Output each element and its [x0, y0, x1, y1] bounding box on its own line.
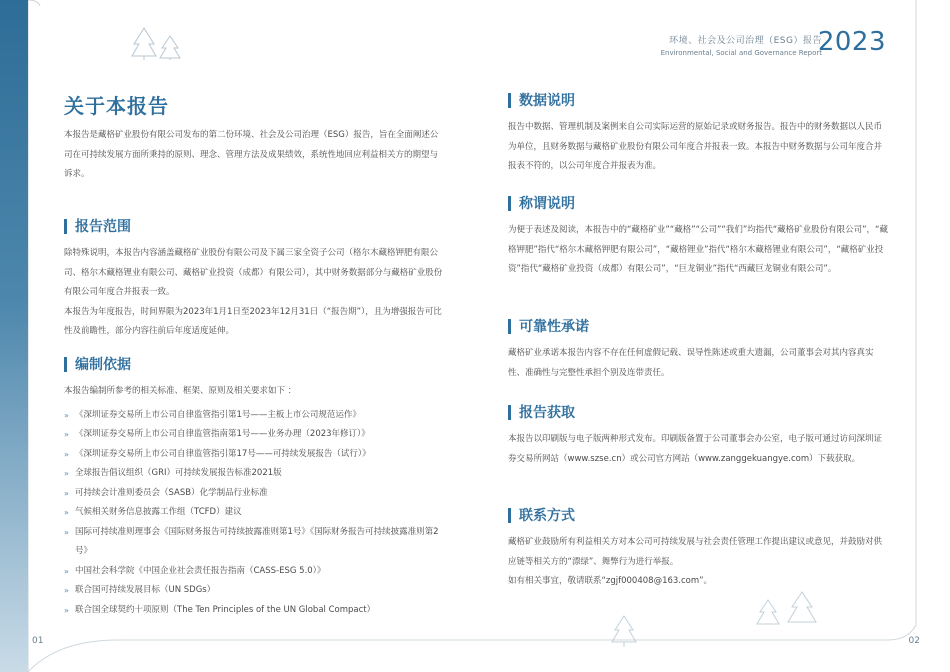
arrow-icon: » — [64, 488, 69, 498]
arrow-icon: » — [64, 449, 69, 459]
contact-section — [508, 505, 890, 592]
list-item: » 可持续会计准则委员会（SASB）化学制品行业标准 — [64, 484, 446, 504]
list-item: » 国际可持续准则理事会《国际财务报告可持续披露准则第1号》《国际财务报告可持续披露准则第2号》 — [64, 523, 446, 562]
standards-list — [64, 406, 446, 621]
reliability-section — [508, 316, 890, 383]
terms-section — [508, 193, 890, 280]
access-heading-text: 报告获取 — [519, 405, 575, 421]
arrow-icon: » — [64, 527, 69, 537]
tree-decoration-icon — [752, 590, 822, 634]
arrow-icon: » — [64, 605, 69, 615]
access-section — [508, 402, 890, 469]
report-header — [661, 33, 822, 57]
terms-heading — [508, 193, 890, 213]
data-paragraph: 报告中数据、管理机制及案例来自公司实际运营的原始记录或财务报告。报告中的财务数据以人民币为单位，且财务数据与藏格矿业股份有限公司年度合并报表一致。本报告中财务数据与公司年度合并报表不符的，以公司年度合并报表为准。 — [508, 122, 883, 171]
scope-heading-text: 报告范围 — [75, 219, 131, 235]
list-item: » 气候相关财务信息披露工作组（TCFD）建议 — [64, 503, 446, 523]
reliability-heading-text: 可靠性承诺 — [519, 319, 589, 335]
basis-section — [64, 354, 446, 620]
contact-paragraph-2: 如有相关事宜，敬请联系“zgjf000408@163.com”。 — [508, 576, 713, 586]
list-item: » 联合国可持续发展目标（UN SDGs） — [64, 581, 446, 601]
basis-heading-text: 编制依据 — [75, 357, 131, 373]
contact-heading-text: 联系方式 — [519, 508, 575, 524]
header-title-cn: 环境、社会及公司治理（ESG）报告 — [669, 36, 822, 46]
arrow-icon: » — [64, 508, 69, 517]
page-number-right: 02 — [908, 636, 920, 646]
tree-decoration-icon — [610, 614, 640, 648]
scope-paragraph-2: 本报告为年度报告，时间界限为2023年1月1日至2023年12月31日（“报告期”），且为增强报告可比性及前瞻性，部分内容往前后年度适度延伸。 — [64, 306, 442, 336]
list-item: » 《深圳证券交易所上市公司自律监管指南第1号——业务办理（2023年修订）》 — [64, 425, 446, 445]
contact-paragraph-1: 藏格矿业鼓励所有利益相关方对本公司可持续发展与社会责任管理工作提出建议或意见，并鼓励对供应链等相关方的“漂绿”、舞弊行为进行举报。 — [508, 537, 883, 567]
list-item: » 中国社会科学院《中国企业社会责任报告指南（CASS-ESG 5.0）》 — [64, 562, 446, 582]
page-number-left: 01 — [32, 636, 44, 646]
scope-paragraph-1: 除特殊说明，本报告内容涵盖藏格矿业股份有限公司及下属三家全资子公司（格尔木藏格钾肥有限公司、格尔木藏格锂业有限公司、藏格矿业投资（成都）有限公司），其中财务数据部分与藏格矿业股份有限公司年度合并报表一致。 — [64, 248, 443, 297]
arrow-icon: » — [64, 430, 69, 439]
list-item: » 《深圳证券交易所上市公司自律监管指引第1号——主板上市公司规范运作》 — [64, 406, 446, 426]
header-year: 2023 — [817, 27, 886, 57]
access-heading — [508, 402, 890, 422]
scope-section — [64, 216, 446, 342]
list-item: » 全球报告倡议组织（GRI）可持续发展报告标准2021版 — [64, 464, 446, 484]
basis-heading — [64, 354, 446, 374]
basis-intro: 本报告编制所参考的相关标准、框架、原则及相关要求如下 ： — [64, 386, 297, 396]
access-paragraph: 本报告以印刷版与电子版两种形式发布。印刷版备置于公司董事会办公室，电子版可通过访问深圳证券交易所网站（www.szse.cn）或公司官方网站（www.zanggekuangye.com）下载获取。 — [508, 434, 883, 464]
arrow-icon: » — [64, 586, 69, 595]
intro-paragraph: 本报告是藏格矿业股份有限公司发布的第二份环境、社会及公司治理（ESG）报告，旨在全面阐述公司在可持续发展方面所秉持的原则、理念、管理方法及成果绩效，系统性地回应利益相关方的期望与诉求。 — [64, 130, 439, 179]
list-item: » 《深圳证券交易所上市公司自律监管指引第17号——可持续发展报告（试行）》 — [64, 445, 446, 465]
header-title-en: Environmental, Social and Governance Report — [660, 49, 822, 57]
list-item: » 联合国全球契约十项原则（The Ten Principles of the UN Global Compact） — [64, 601, 446, 621]
scope-heading — [64, 216, 446, 236]
arrow-icon: » — [64, 469, 69, 478]
contact-heading — [508, 505, 890, 525]
data-section — [508, 90, 890, 177]
arrow-icon: » — [64, 410, 69, 420]
intro-block — [64, 126, 446, 185]
left-color-strip — [0, 0, 28, 672]
tree-decoration-icon — [130, 26, 182, 60]
terms-heading-text: 称谓说明 — [519, 196, 575, 212]
data-heading-text: 数据说明 — [519, 93, 575, 109]
reliability-heading — [508, 316, 890, 336]
data-heading — [508, 90, 890, 110]
arrow-icon: » — [64, 566, 69, 576]
page-title: 关于本报告 — [64, 94, 169, 118]
terms-paragraph: 为便于表述及阅读，本报告中的“藏格矿业”“藏格”“公司”“我们”均指代“藏格矿业股份有限公司”，“藏格钾肥”指代“格尔木藏格钾肥有限公司”，“藏格锂业”指代“格尔木藏格锂业有限公司”，“藏格矿业投资”指代“藏格矿业投资（成都）有限公司”，“巨龙铜业”指代“西藏巨龙铜业有限公司”。 — [508, 225, 888, 274]
reliability-paragraph: 藏格矿业承诺本报告内容不存在任何虚假记载、误导性陈述或重大遗漏，公司董事会对其内容真实性、准确性与完整性承担个别及连带责任。 — [508, 348, 874, 378]
